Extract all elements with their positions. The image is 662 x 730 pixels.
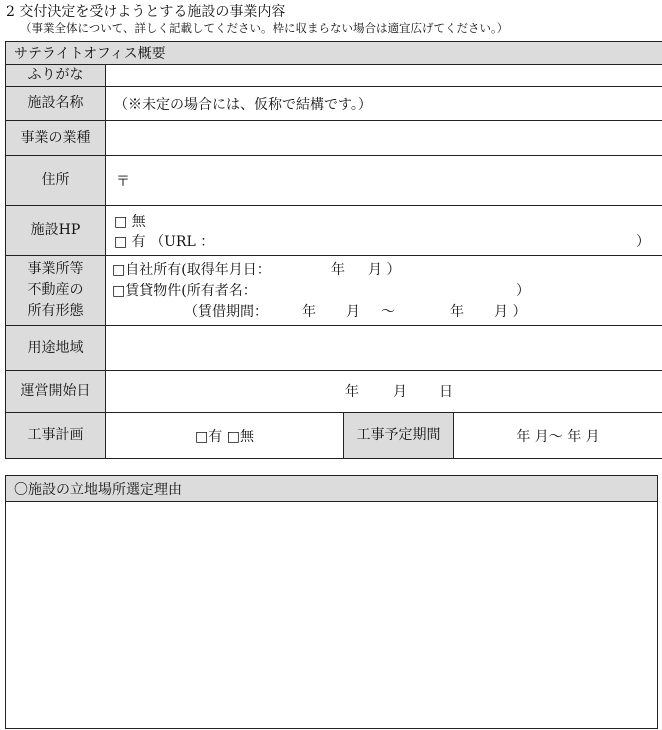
furigana-field[interactable] [106,65,662,87]
reason-field[interactable] [6,502,658,729]
industry-field[interactable] [106,121,662,156]
ownership-label-line-1: 事業所等 [27,261,84,277]
construction-label: 工事計画 [6,413,106,459]
start-day-label: 日 [439,384,453,400]
construction-schedule-field[interactable]: 年 月～ 年 月 [454,413,662,459]
postal-mark: 〒 [116,173,130,190]
reason-header: 〇施設の立地場所選定理由 [6,476,658,502]
lease-period-label: （賃借期間： [184,304,268,320]
address-field[interactable] [106,156,662,206]
address-label: 住所 [6,156,106,206]
start-date-field[interactable] [106,371,662,413]
facility-name-field[interactable] [106,87,662,121]
start-date-label: 運営開始日 [6,371,106,413]
industry-label: 事業の業種 [6,121,106,156]
lease-end-year: 年 [450,304,464,320]
furigana-label: ふりがな [6,65,106,87]
lease-end-month: 月 ） [494,304,527,320]
ownership-label-line-3: 所有形態 [27,303,84,319]
ownership-field[interactable] [106,256,662,326]
lease-start-year: 年 [302,304,316,320]
website-yes-checkbox[interactable]: □ 有 （URL ： [114,233,215,250]
website-field[interactable] [106,206,662,256]
start-year-label: 年 [345,384,359,400]
section-note: （事業全体について、詳しく記載してください。枠に収まらない場合は適宜広げてください。） [20,21,509,35]
facility-name-label: 施設名称 [6,87,106,121]
overview-table [5,41,662,459]
rental-owner-close: ） [516,283,530,299]
own-year-label: 年 [331,262,345,278]
own-month-label: 月 ） [368,262,401,278]
start-month-label: 月 [393,384,407,400]
construction-options[interactable]: □有 □無 [106,413,344,459]
zoning-label: 用途地域 [6,326,106,371]
facility-name-hint: （※未定の場合には、仮称で結構です。） [114,96,372,113]
rental-property-checkbox[interactable]: □賃貸物件(所有者名： [112,283,257,299]
website-url-close: ） [636,233,650,250]
ownership-label [6,256,106,326]
website-label: 施設HP [6,206,106,256]
own-property-checkbox[interactable]: □自社所有(取得年月日： [112,262,271,278]
ownership-label-line-2: 不動産の [27,282,84,298]
website-none-checkbox[interactable]: □ 無 [114,213,146,230]
section-heading: 2 交付決定を受けようとする施設の事業内容 [6,4,286,20]
lease-tilde: ～ [381,304,395,320]
zoning-field[interactable] [106,326,662,371]
lease-start-month: 月 [346,304,360,320]
overview-header: サテライトオフィス概要 [6,42,662,65]
reason-table [5,475,658,729]
construction-schedule-label: 工事予定期間 [344,413,454,459]
